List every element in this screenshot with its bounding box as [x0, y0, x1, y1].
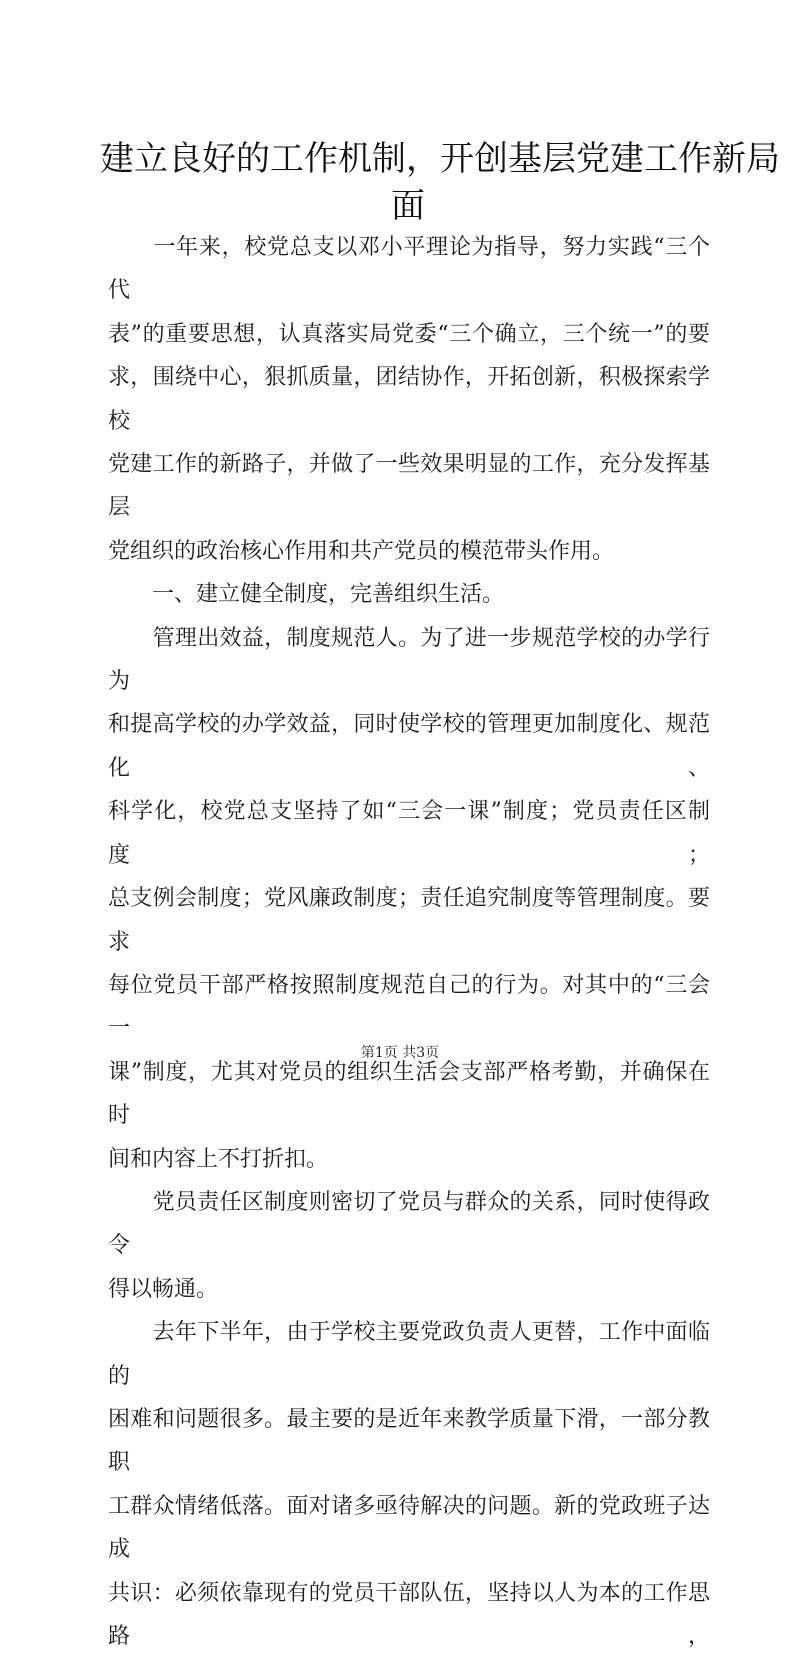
paragraph [108, 1181, 710, 1311]
title-line: 建立良好的工作机制，开创基层党建工作新局 [100, 139, 780, 179]
document-title [100, 136, 780, 230]
text-line: 去年下半年，由于学校主要党政负责人更替，工作中面临的 [108, 1320, 710, 1389]
text-line: 党建工作的新路子，并做了一些效果明显的工作，充分发挥基层 [108, 452, 710, 521]
text-line: 困难和问题很多。最主要的是近年来教学质量下滑，一部分教职 [108, 1406, 710, 1476]
paragraph [108, 1311, 710, 1658]
text-line: 党组织的政治核心作用和共产党员的模范带头作用。 [108, 538, 615, 564]
text-line: 表”的重要思想，认真落实局党委“三个确立，三个统一”的要 [108, 321, 710, 347]
text-line: 和提高学校的办学效益，同时使学校的管理更加制度化、规范化、 [108, 712, 710, 781]
page-footer: 第1页 共3页 [360, 1045, 440, 1061]
text-line: 课”制度，尤其对党员的组织生活会支部严格考勤，并确保在时 [108, 1059, 710, 1129]
paragraph [108, 617, 710, 1181]
text-line: 工群众情绪低落。面对诸多亟待解决的问题。新的党政班子达成 [108, 1493, 710, 1563]
paragraph [108, 573, 710, 616]
text-line: 党员责任区制度则密切了党员与群众的关系，同时使得政令 [108, 1189, 710, 1259]
text-line: 总支例会制度；党风廉政制度；责任追究制度等管理制度。要求 [108, 886, 710, 955]
text-line: 一年来，校党总支以邓小平理论为指导，努力实践“三个代 [108, 235, 710, 304]
text-line: 管理出效益，制度规范人。为了进一步规范学校的办学行为 [108, 625, 710, 695]
paragraph [108, 226, 710, 573]
title-line: 面 [391, 186, 425, 226]
text-line: 共识：必须依靠现有的党员干部队伍，坚持以人为本的工作思路， [108, 1580, 710, 1649]
text-line: 每位党员干部严格按照制度规范自己的行为。对其中的“三会一 [108, 972, 710, 1042]
text-line: 科学化，校党总支坚持了如“三会一课”制度；党员责任区制度； [108, 799, 710, 868]
text-line: 得以畅通。 [108, 1276, 219, 1302]
text-line: 间和内容上不打折扣。 [108, 1146, 329, 1172]
document-body [108, 226, 710, 1658]
text-line: 一、建立健全制度，完善组织生活。 [108, 582, 505, 608]
text-line: 求，围绕中心，狠抓质量，团结协作，开拓创新，积极探索学校 [108, 365, 710, 434]
